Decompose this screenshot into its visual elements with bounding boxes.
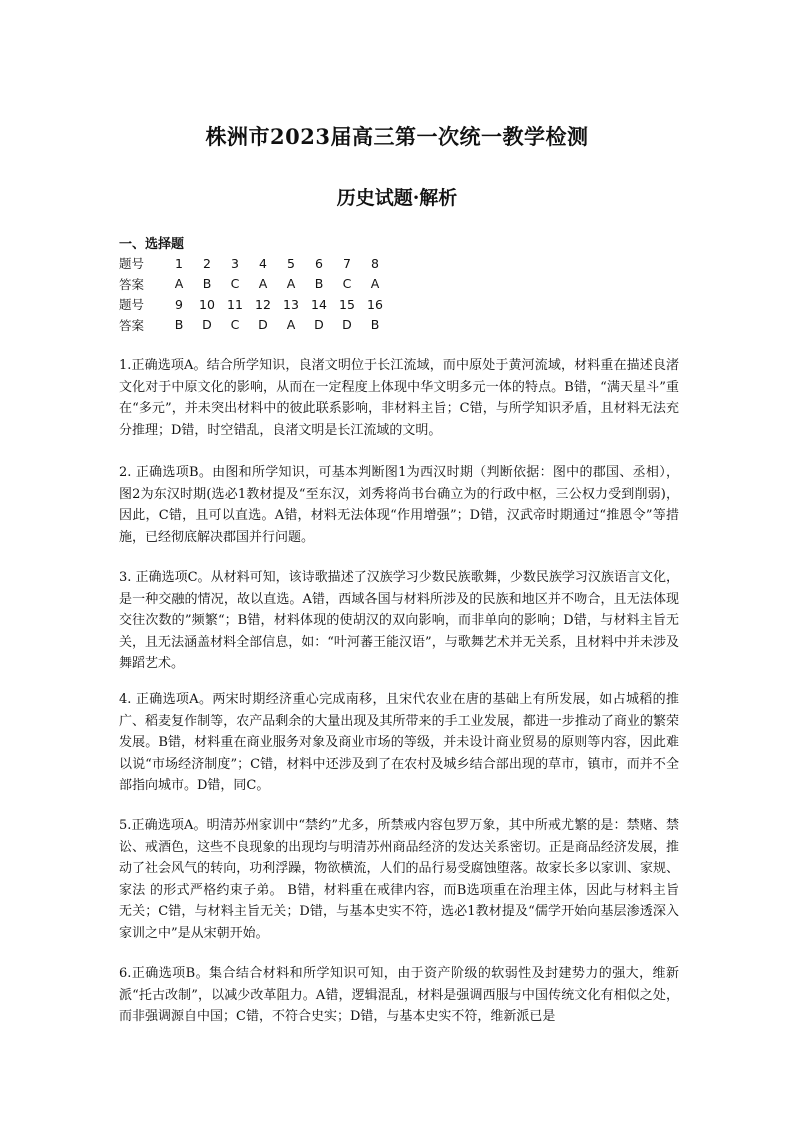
answer-table-cell: 13 xyxy=(283,296,299,312)
answer-table-row-label: 题号 xyxy=(119,256,145,272)
answer-table-cell: 15 xyxy=(339,296,355,312)
answer-table-cell: 5 xyxy=(287,255,295,271)
answer-table-cell: 7 xyxy=(343,255,351,271)
answer-table-row xyxy=(119,315,389,336)
answer-table-cell: D xyxy=(258,317,268,333)
answer-table-cell: D xyxy=(314,317,324,333)
explanation-paragraph-2: 2. 正确选项B。由图和所学知识，可基本判断图1为西汉时期（判断依据：图中的郡国、丞相），图2为东汉时期(选必1教材提及“至东汉，刘秀将尚书台确立为的行政中枢，三公权力受到削弱)，因此，C错，且可以直选。A错，材料无法体现“作用增强”；D错，汉武帝时期通过“推恩令”等措施，已经彻底解决郡国并行问题。 xyxy=(119,465,679,545)
answer-table-cell: B xyxy=(202,276,212,292)
answer-table-cell: B xyxy=(370,317,380,333)
answer-table-cell: 9 xyxy=(175,296,183,312)
answer-table-cell: 16 xyxy=(367,296,383,312)
answer-table-cell: A xyxy=(286,276,296,292)
answer-table-cell: 1 xyxy=(175,255,183,271)
section-heading: 一、选择题 xyxy=(119,237,185,252)
answer-table-cell: 14 xyxy=(311,296,327,312)
answer-table-cell: A xyxy=(370,276,380,292)
answer-table-cell: A xyxy=(286,317,296,333)
answer-table-cell: 2 xyxy=(203,255,211,271)
document-subtitle: 历史试题·解析 xyxy=(336,187,458,209)
answer-table-cell: A xyxy=(174,276,184,292)
answer-table-cell: C xyxy=(342,276,352,292)
answer-table-cell: D xyxy=(202,317,212,333)
explanation-paragraph-4: 4. 正确选项A。两宋时期经济重心完成南移，且宋代农业在唐的基础上有所发展，如占城稻的推广、稻麦复作制等，农产品剩余的大量出现及其所带来的手工业发展，都进一步推动了商业的繁荣发展。B错，材料重在商业服务对象及商业市场的等级，并未设计商业贸易的原则等内容，因此难以说“市场经济制度”；C错，材料中还涉及到了在农村及城乡结合部出现的草市，镇市，而并不全部指向城市。D错，同C。 xyxy=(119,692,679,793)
answer-table-cell: 6 xyxy=(315,255,323,271)
explanation-paragraph-1: 1.正确选项A。结合所学知识，良渚文明位于长江流域，而中原处于黄河流域，材料重在描述良渚文化对于中原文化的影响，从而在一定程度上体现中华文明多元一体的特点。B错，“满天星斗”重在“多元”，并未突出材料中的彼此联系影响，非材料主旨；C错，与所学知识矛盾，且材料无法充分推理；D错，时空错乱，良渚文明是长江流域的文明。 xyxy=(119,358,679,438)
answer-table-cell: D xyxy=(342,317,352,333)
answer-table-cell: B xyxy=(174,317,184,333)
explanation-paragraph-5: 5.正确选项A。明清苏州家训中“禁约”尤多，所禁戒内容包罗万象，其中所戒尤繁的是：禁赌、禁讼、戒酒色，这些不良现象的出现均与明清苏州商品经济的发达关系密切。正是商品经济发展，推动了社会风气的转向，功利浮躁，物欲横流，人们的品行易受腐蚀堕落。故家长多以家训、家规、家法 的形式严格约束子弟。 B错，材料重在戒律内容，而B选项重在治理主体，因此与材料主旨无关；C错，与材料主旨无关；D错，与基本史实不符，选必1教材提及“儒学开始向基层渗透深入家训之中”是从宋朝开始。 xyxy=(119,818,679,941)
answer-table-cell: 4 xyxy=(259,255,267,271)
answer-table-cell: 11 xyxy=(227,296,243,312)
answer-table-cell: 12 xyxy=(255,296,271,312)
answer-table-cell: 3 xyxy=(231,255,239,271)
answer-table-cell: B xyxy=(314,276,324,292)
answer-table-row-label: 答案 xyxy=(119,317,145,333)
answer-table-row-label: 题号 xyxy=(119,297,145,313)
answer-table-cell: C xyxy=(230,276,240,292)
explanation-paragraph-3: 3. 正确选项C。从材料可知，该诗歌描述了汉族学习少数民族歌舞，少数民族学习汉族语言文化，是一种交融的情况，故以直选。A错，西域各国与材料所涉及的民族和地区并不吻合，且无法体现交往次数的”频繁“；B错，材料体现的使胡汉的双向影响，而非单向的影响；D错，与材料主旨无关，且无法涵盖材料全部信息，如：“叶河蕃王能汉语”，与歌舞艺术并无关系，且材料中并未涉及舞蹈艺术。 xyxy=(119,570,679,671)
answer-table-row xyxy=(119,253,389,274)
document-title: 株洲市2023届高三第一次统一教学检测 xyxy=(205,124,589,149)
answer-table-row xyxy=(119,294,389,315)
answer-table-cell: 8 xyxy=(371,255,379,271)
answer-table-cell: A xyxy=(258,276,268,292)
explanation-paragraph-6: 6.正确选项B。集合结合材料和所学知识可知，由于资产阶级的软弱性及封建势力的强大，维新派“托古改制”，以减少改革阻力。A错，逻辑混乱，材料是强调西服与中国传统文化有相似之处，而非强调源自中国；C错，不符合史实；D错，与基本史实不符，维新派已是 xyxy=(119,966,679,1024)
answer-table-cell: 10 xyxy=(199,296,215,312)
answer-table-row xyxy=(119,274,389,295)
answer-table-row-label: 答案 xyxy=(119,276,145,292)
answer-table-cell: C xyxy=(230,317,240,333)
answer-table xyxy=(119,253,389,335)
